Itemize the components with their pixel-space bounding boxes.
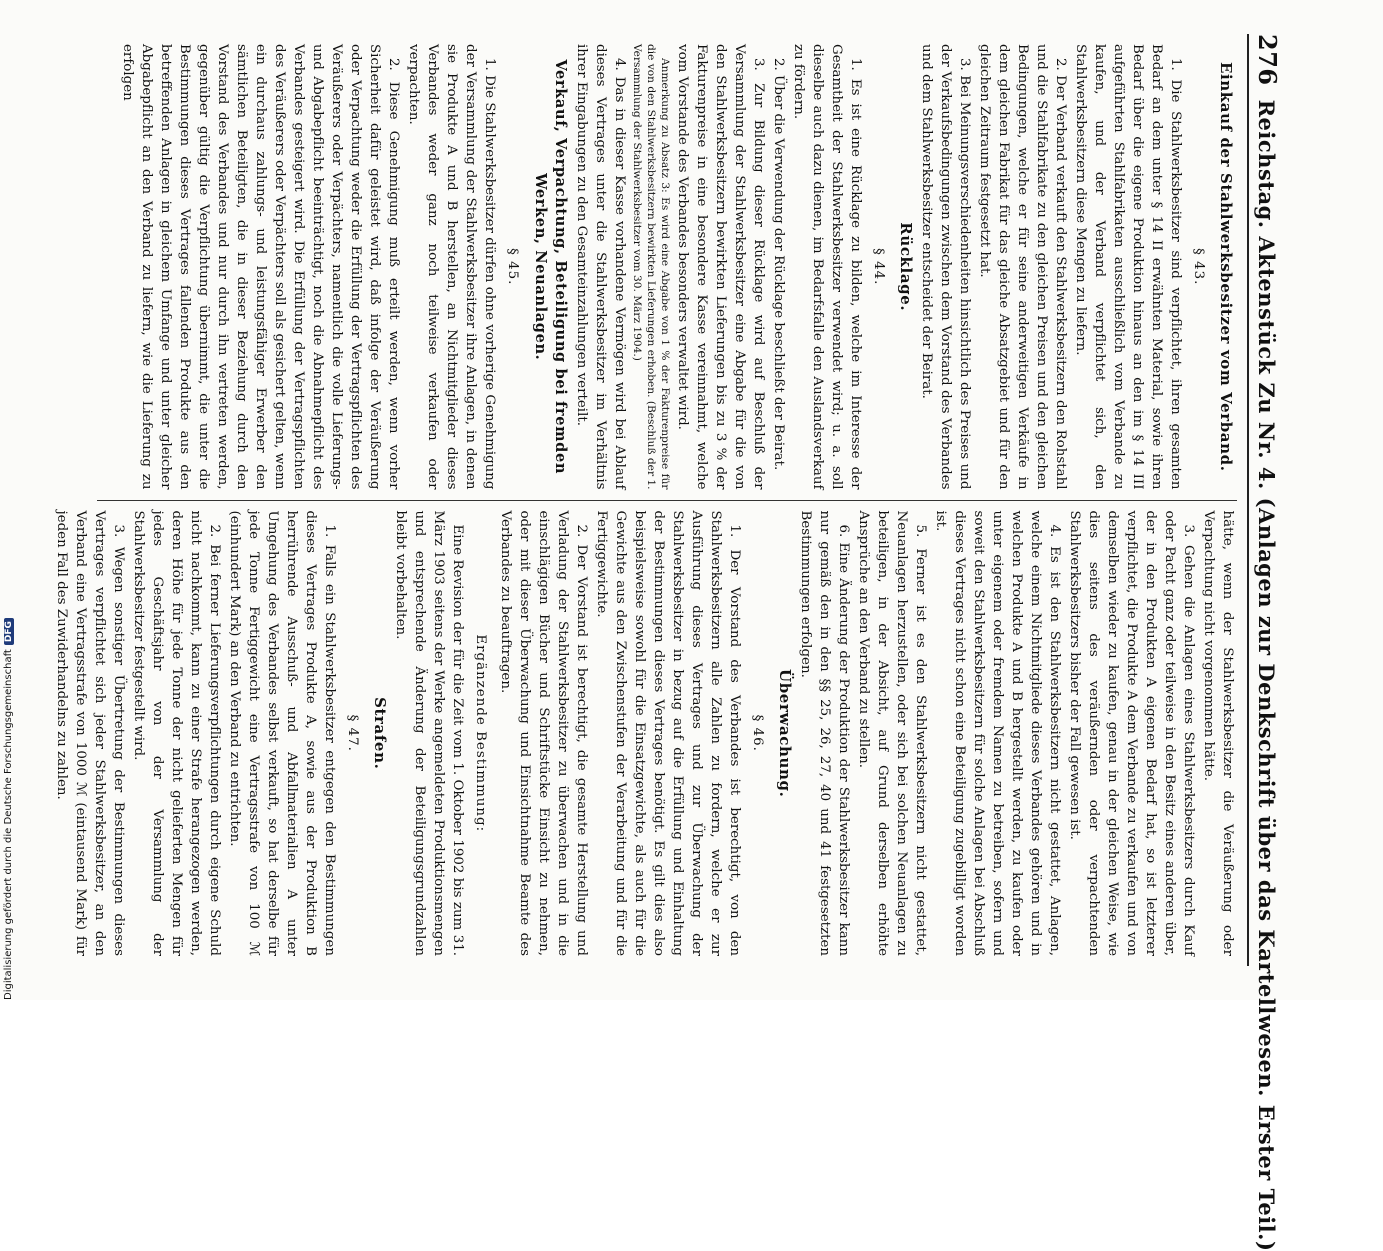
- section-45: § 45.: [505, 248, 520, 286]
- paragraph: 2. Der Vorstand ist berechtigt, die gesamte Herstellung und Verladung der Stahlwerksbesitzer zu überwachen und in die einschlägigen Bücher und Schriftstücke Einsicht zu nehmen, oder mit dieser Überwachung und Einsichtnahme Beamte des Verbandes zu beauftragen.: [498, 510, 589, 956]
- paragraph: Eine Revision der für die Zeit vom 1. Oktober 1902 bis zum 31. März 1903 seitens der Werke angemeldeten Produktionsmengen und entsprechende Änderung der Beteiligungsgrundzahlen bleibt vorbehalten.: [393, 510, 465, 956]
- paragraph: hätte, wenn der Stahlwerksbesitzer die Veräußerung oder Verpachtung nicht vorgenommen hätte.: [1201, 510, 1235, 956]
- dfg-logo: DFG: [4, 618, 14, 645]
- footnote: Anmerkung zu Absatz 3: Es wird eine Abgabe von 1 % der Fakturenpreise für die von den Stahlwerksbesitzern bewirkten Lieferungen erhoben. (Beschluß der 1. Versammlung der Stahlwerksbesitzer vom 30. März 1904.): [631, 44, 671, 490]
- heading-ueberwachung: Überwachung.: [776, 669, 794, 798]
- digitization-credit: [3, 618, 14, 1000]
- paragraph: 2. Der Verband verkauft den Stahlwerksbesitzern den Rohstahl und die Stahlfabrikate zu den gleichen Preisen und den gleichen Bedingungen, welche er für seine anderweitigen Verkäufe in dem gleichen Fabrikat für das gleiche Absatzgebiet und für den gleichen Zeitraum festgesetzt hat.: [977, 44, 1068, 490]
- left-column: [97, 34, 1237, 501]
- header-title: Reichstag. Aktenstück Zu Nr. 4. (Anlagen zur Denkschrift über das Kartellwesen. Erster Teil.): [1254, 99, 1279, 1251]
- document-page: [54, 20, 1290, 1251]
- paragraph: 1. Die Stahlwerksbesitzer sind verpflichtet, ihren gesamten Bedarf an dem unter § 14 II erwähnten Material, sowie ihren Bedarf über die eigene Produktion hinaus an den im § 14 III aufgeführten Stahlfabrikaten ausschließlich vom Verbande zu kaufen, und der Verband verpflichtet sich, den Stahlwerksbesitzern diese Mengen zu liefern.: [1073, 44, 1183, 490]
- paragraph: 3. Wegen sonstiger Übertretung der Bestimmungen dieses Vertrages verpflichtet sich jeder Stahlwerksbesitzer, an den Verband eine Vertragsstrafe von 1000 ℳ (eintausend Mark) für jeden Fall des Zuwiderhandelns zu zahlen.: [54, 510, 126, 956]
- heading-verkauf: Verkauf, Verpachtung, Beteiligung bei fremden Werken, Neuanlagen.: [532, 59, 569, 475]
- section-43: § 43.: [1191, 248, 1206, 286]
- paragraph: 4. Das in dieser Kasse vorhandene Vermögen wird bei Ablauf dieses Vertrages unter die Stahlwerksbesitzer im Verhältnis ihrer Eingabungen zu den Gesamteinzahlungen verteilt.: [574, 44, 627, 490]
- paragraph: 1. Die Stahlwerksbesitzer dürfen ohne vorherige Genehmigung der Versammlung der Stahlwerksbesitzer ihre Anlagen, in denen sie Produkte A und B herstellen, an Nichtmitglieder dieses Verbandes weder ganz noch teilweise verkaufen oder verpachten.: [406, 44, 497, 490]
- section-46: § 46.: [750, 714, 765, 752]
- heading-strafen: Strafen.: [371, 697, 389, 770]
- paragraph: 1. Falls ein Stahlwerksbesitzer entgegen den Bestimmungen dieses Vertrages Produkte A, sowie aus der Produktion B herrührende Ausschuß- und Abfallmaterialien A unter Umgehung des Verbandes selbst verkauft, so hat derselbe für jede Tonne Fertiggewicht eine Vertragsstrafe von 100 ℳ (einhundert Mark) an den Verband zu entrichten.: [227, 510, 337, 956]
- paragraph: 3. Bei Meinungsverschiedenheiten hinsichtlich des Preises und der Verkaufsbedingungen zwischen dem Vorstand des Verbandes und dem Stahlwerksbesitzer entscheidet der Beirat.: [919, 44, 972, 490]
- paragraph: 6. Eine Änderung der Produktion der Stahlwerksbesitzer kann nur gemäß den in den §§ 25, 26, 27, 40 und 41 festgesetzten Bestimmungen erfolgen.: [798, 510, 851, 956]
- heading-ergaenzende: Ergänzende Bestimmung:: [473, 634, 488, 833]
- section-44: § 44.: [871, 248, 886, 286]
- right-column: [54, 501, 1237, 967]
- heading-einkauf: Einkauf der Stahlwerksbesitzer vom Verband.: [1217, 61, 1235, 472]
- paragraph: 1. Der Vorstand des Verbandes ist berechtigt, von den Stahlwerksbesitzern alle Zahlen zu fordern, welche er zur Ausführung dieses Vertrages und zur Überwachung der Stahlwerksbesitzer in bezug auf die Erfüllung und Einhaltung der Bestimmungen dieses Vertrages benötigt. Es gilt dies also beispielsweise sowohl für die Einsatzgewichte, als auch für die Gewichte aus den Zwischenstufen der Verarbeitung und für die Fertiggewichte.: [594, 510, 742, 956]
- paragraph: 2. Diese Genehmigung muß erteilt werden, wenn vorher Sicherheit dafür geleistet wird, daß infolge der Veräußerung oder Verpachtung weder die Erfüllung der Vertragspflichten des Veräußerers oder Verpächters, namentlich die volle Lieferungs- und Abgabepflicht beeinträchtigt, noch die Abnahmepflicht des Verbandes gesteigert wird. Die Erfüllung der Vertragspflichten des Veräußerers oder Verpächters soll als gesichert gelten, wenn ein durchaus zahlungs- und leistungsfähiger Erwerber den sämtlichen Beteiligten, die in dieser Beziehung durch den Vorstand des Verbandes und nur durch ihn vertreten werden, gegenüber gültig die Verpflichtung übernimmt, die unter die Bestimmungen dieses Vertrages fallenden Produkte aus den betreffenden Anlagen in gleichem Umfange und unter gleicher Abgabepflicht an den Verband zu liefern, wie die Lieferung zu erfolgen: [120, 44, 401, 490]
- page-number: 276: [1253, 34, 1282, 86]
- paragraph: 1. Es ist eine Rücklage zu bilden, welche im Interesse der Gesamtheit der Stahlwerksbesitzer verwendet wird; u. a. soll dieselbe auch dazu dienen, im Bedarfsfalle den Auslandsverkauf zu fördern.: [791, 44, 863, 490]
- heading-ruecklage: Rücklage.: [897, 222, 915, 312]
- paragraph: 2. Über die Verwendung der Rücklage beschließt der Beirat.: [771, 58, 786, 471]
- paragraph: 3. Zur Bildung dieser Rücklage wird auf Beschluß der Versammlung der Stahlwerksbesitzer eine Abgabe für die von den Stahlwerksbesitzern bewirkten Lieferungen bis zu 3 % der Fakturenpreise in eine besondere Kasse vereinnahmt, welche vom Vorstande des Verbandes besonders verwaltet wird.: [675, 44, 766, 490]
- paragraph: 3. Gehen die Anlagen eines Stahlwerksbesitzers durch Kauf oder Pacht ganz oder teilweise in den Besitz eines anderen über, der in den Produkten A eigenen Bedarf hat, so ist letzterer verpflichtet, die Produkte A dem Verbande zu verkaufen und von demselben wieder zu kaufen, genau in der gleichen Weise, wie dies seitens des veräußernden oder verpachtenden Stahlwerksbesitzers bisher der Fall gewesen ist.: [1067, 510, 1196, 956]
- paragraph: 5. Ferner ist es den Stahlwerksbesitzern nicht gestattet, Neuanlagen herzustellen, oder sich bei solchen Neuanlagen zu beteiligen, in der Absicht, auf Grund derselben erhöhte Ansprüche an den Verband zu stellen.: [856, 510, 928, 956]
- paragraph: 4. Es ist den Stahlwerksbesitzern nicht gestattet, Anlagen, welche einem Nichtmitgliede dieses Verbandes gehören und in welchen Produkte A und B hergestellt werden, zu kaufen oder unter eigenem oder fremdem Namen zu betreiben, sofern und soweit den Stahlwerksbesitzern für solche Anlagen bei Abschluß dieses Vertrages nicht schon eine Beteiligung zugebilligt worden ist.: [933, 510, 1062, 956]
- section-47: § 47.: [345, 714, 360, 752]
- running-header: [1247, 34, 1282, 1251]
- paragraph: 2. Bei ferner Lieferungsverpflichtungen durch eigene Schuld nicht nachkommt, kann zu einer Strafe herangezogen werden, deren Höhe für jede Tonne der nicht gelieferten Mengen für jedes Geschäftsjahr von der Versammlung der Stahlwerksbesitzer festgestellt wird.: [131, 510, 222, 956]
- credit-text: Digitalisierung gefördert durch die Deutsche Forschungsgemeinschaft: [3, 649, 14, 1000]
